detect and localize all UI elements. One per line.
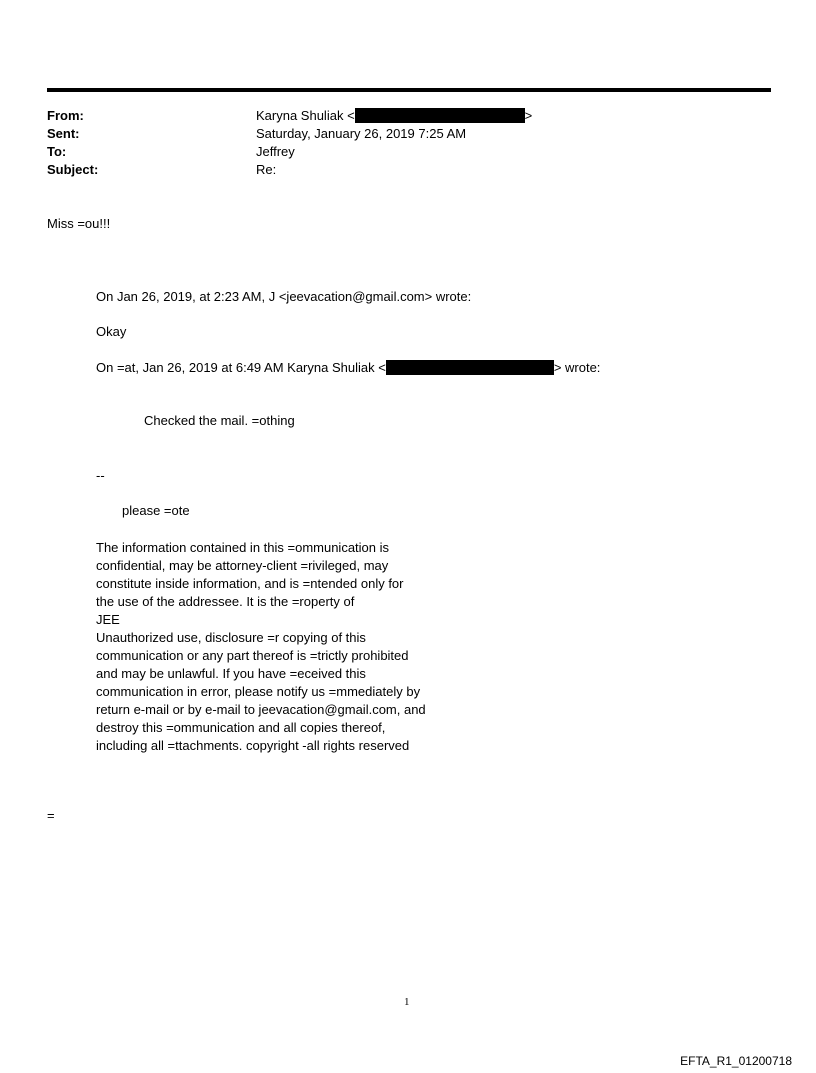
to-label: To: (47, 144, 67, 159)
subject-value: Re: (256, 162, 277, 177)
quote2-header: On =at, Jan 26, 2019 at 6:49 AM Karyna Shuliak < > wrote: (96, 360, 601, 375)
from-name: Karyna Shuliak (256, 108, 344, 123)
sent-label: Sent: (47, 126, 80, 141)
quote1-body: Okay (96, 324, 127, 339)
disclaimer-line: JEE (96, 612, 120, 627)
sent-value: Saturday, January 26, 2019 7:25 AM (256, 126, 467, 141)
disclaimer-line: destroy this =ommunication and all copies thereof, (96, 720, 386, 735)
disclaimer-line: return e-mail or by e-mail to jeevacation@gmail.com, and (96, 702, 426, 717)
to-value: Jeffrey (256, 144, 295, 159)
disclaimer-line: constitute inside information, and is =ntended only for (96, 576, 404, 591)
quote1-header: On Jan 26, 2019, at 2:23 AM, J <jeevacation@gmail.com> wrote: (96, 289, 472, 304)
header-rule (47, 88, 771, 92)
disclaimer (96, 539, 426, 755)
bates-number: EFTA_R1_01200718 (680, 1054, 792, 1068)
page-number: 1 (404, 996, 410, 1008)
signature-note: please =ote (122, 503, 190, 518)
disclaimer-line: Unauthorized use, disclosure =r copying of this (96, 630, 366, 645)
subject-label: Subject: (47, 162, 99, 177)
redaction-box (386, 360, 554, 375)
disclaimer-line: and may be unlawful. If you have =eceived this (96, 666, 366, 681)
redaction-box (355, 108, 525, 123)
disclaimer-line: confidential, may be attorney-client =rivileged, may (96, 558, 389, 573)
from-value: Karyna Shuliak < > (256, 108, 533, 123)
signature-dashes: -- (96, 468, 105, 483)
disclaimer-line: including all =ttachments. copyright -all rights reserved (96, 738, 410, 753)
from-label: From: (47, 108, 84, 123)
disclaimer-line: communication or any part thereof is =trictly prohibited (96, 648, 409, 663)
trailing-equals: = (47, 808, 55, 823)
disclaimer-line: The information contained in this =ommunication is (96, 540, 390, 555)
disclaimer-line: communication in error, please notify us =mmediately by (96, 684, 421, 699)
greeting: Miss =ou!!! (47, 216, 111, 231)
disclaimer-line: the use of the addressee. It is the =roperty of (96, 594, 355, 609)
quote2-body: Checked the mail. =othing (144, 413, 295, 428)
